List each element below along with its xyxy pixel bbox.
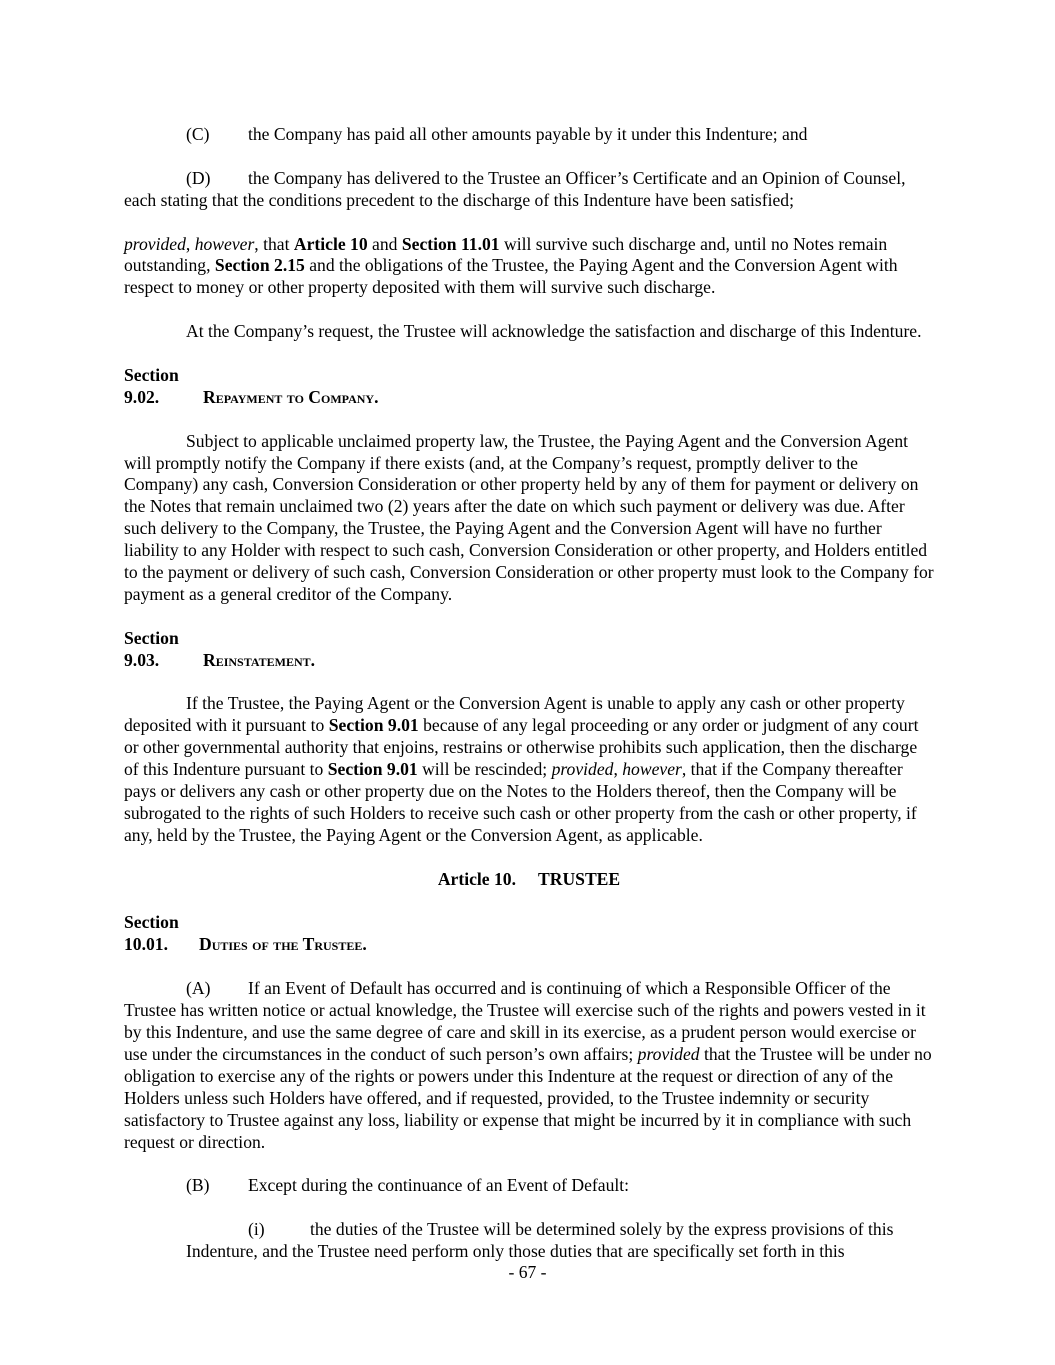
section-number: Section 9.03. bbox=[124, 627, 179, 670]
cross-reference: Section 2.15 bbox=[214, 255, 305, 276]
text-run: because of any legal proceeding or any order or judgment of any court or other governmental authority that enjoins, restrains or otherwise prohibits such application, then the discharge of this Indenture pursuant to bbox=[124, 715, 919, 780]
text-run: and the obligations of the Trustee, the Paying Agent and the Conversion Agent with respect to money or other property deposited with them will survive such discharge. bbox=[124, 255, 898, 298]
text-run: however bbox=[622, 759, 682, 780]
text-run: provided bbox=[551, 759, 614, 780]
clause-b bbox=[124, 1175, 934, 1197]
cross-reference: Article 10 bbox=[293, 233, 368, 254]
article-title: TRUSTEE bbox=[538, 868, 621, 889]
section-number: Section 9.02. bbox=[124, 364, 179, 407]
clause-c bbox=[124, 124, 934, 146]
text-run: , bbox=[185, 233, 195, 254]
clause-text: Except during the continuance of an Event of Default: bbox=[248, 1175, 630, 1196]
clause-i bbox=[124, 1219, 934, 1263]
text-run: will be rescinded; bbox=[417, 759, 552, 780]
text-run: If an Event of Default has occurred and is continuing of which a Responsible Officer of the Trustee has written notice or actual knowledge, the Trustee will exercise such of the rights and powers vested in it by this Indenture, and use the same degree of care and skill in its exercise, as a prudent person would exercise or use under the circumstances in the conduct of such person’s own affairs; bbox=[124, 978, 926, 1064]
text-run: provided bbox=[637, 1043, 700, 1064]
clause-text: the Company has paid all other amounts payable by it under this Indenture; and bbox=[248, 124, 808, 144]
section-number: Section 10.01. bbox=[124, 912, 179, 955]
clause-label: (C) bbox=[186, 124, 210, 144]
clause-label: (A) bbox=[186, 978, 211, 999]
document-page bbox=[124, 124, 934, 1285]
clause-d bbox=[124, 168, 934, 212]
clause-label: (i) bbox=[248, 1219, 265, 1240]
proviso-paragraph bbox=[124, 234, 934, 300]
acknowledgement-paragraph: At the Company’s request, the Trustee will acknowledge the satisfaction and discharge of this Indenture. bbox=[186, 321, 922, 342]
clause-text: the duties of the Trustee will be determined solely by the express provisions of this Indenture, and the Trustee need perform only those duties that are specifically set forth in this bbox=[186, 1219, 894, 1262]
page-number: - 67 - bbox=[508, 1262, 547, 1282]
text-run: however bbox=[194, 233, 255, 254]
text-run: If the Trustee, the Paying Agent or the Conversion Agent is unable to apply any cash or other property deposited with it pursuant to bbox=[124, 693, 905, 736]
section-title: Reinstatement. bbox=[203, 649, 316, 670]
cross-reference: Section 9.01 bbox=[327, 759, 418, 780]
clause-label: (D) bbox=[186, 167, 211, 188]
text-run: , that bbox=[254, 233, 294, 254]
section-9-03-heading bbox=[124, 628, 934, 672]
text-run: that the Trustee will be under no obligation to exercise any of the rights or powers under this Indenture at the request or direction of any of the Holders unless such Holders have offered, and if requested, provided, to the Trustee indemnity or security satisfactory to Trustee against any loss, liability or expense that might be incurred by it in compliance with such request or direction. bbox=[124, 1043, 932, 1152]
text-run: provided bbox=[124, 233, 186, 254]
section-title: Repayment to Company. bbox=[203, 386, 379, 407]
article-10-heading bbox=[124, 869, 934, 891]
section-9-02-body: Subject to applicable unclaimed property law, the Trustee, the Paying Agent and the Conversion Agent will promptly notify the Company if there exists (and, at the Company’s request, promptly deliver to the Company) any cash, Conversion Consideration or other property held by any of them for payment or delivery on the Notes that remain unclaimed two (2) years after the date on which such payment or delivery was due. After such delivery to the Company, the Trustee, the Paying Agent and the Conversion Agent will have no further liability to any Holder with respect to such cash, Conversion Consideration or other property, and Holders entitled to the payment or delivery of such cash, Conversion Consideration or other property must look to the Company for payment as a general creditor of the Company. bbox=[124, 430, 934, 604]
cross-reference: Section 11.01 bbox=[401, 233, 500, 254]
text-run: will survive such discharge and, until no Notes remain outstanding, bbox=[124, 233, 888, 276]
text-run: and bbox=[367, 233, 402, 254]
section-9-02-heading bbox=[124, 365, 934, 409]
text-run: , that if the Company thereafter pays or delivers any cash or other property due on the Notes to the Holders thereof, then the Company will be subrogated to the rights of such Holders to receive such cash or other property from the cash or other property, if any, held by the Trustee, the Paying Agent or the Conversion Agent, as applicable. bbox=[124, 759, 917, 845]
section-10-01-heading bbox=[124, 912, 934, 956]
text-run: , bbox=[613, 759, 623, 780]
clause-label: (B) bbox=[186, 1175, 210, 1196]
cross-reference: Section 9.01 bbox=[328, 715, 419, 736]
section-9-03-body bbox=[124, 693, 934, 846]
clause-a bbox=[124, 978, 934, 1153]
section-title: Duties of the Trustee. bbox=[199, 934, 367, 955]
article-label: Article 10. bbox=[437, 868, 517, 889]
clause-text: the Company has delivered to the Trustee an Officer’s Certificate and an Opinion of Counsel, each stating that the conditions precedent to the discharge of this Indenture have been satisfied; bbox=[124, 167, 906, 210]
